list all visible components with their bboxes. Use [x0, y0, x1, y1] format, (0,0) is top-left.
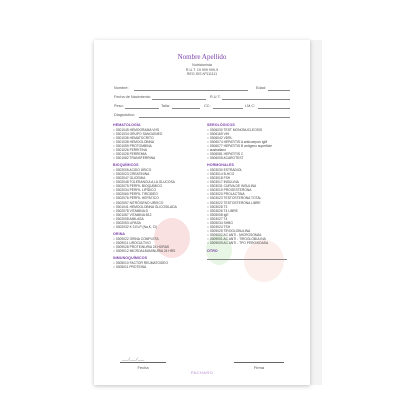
- signature-line[interactable]: [234, 362, 284, 363]
- diagnosis-label: Diagnóstico:: [114, 113, 135, 117]
- exam-checkbox-item[interactable]: □ 0303018 FSH: [207, 176, 307, 180]
- exam-checkbox-item[interactable]: □ 0306081 HEPATITIS C: [207, 152, 307, 156]
- exam-checkbox-item[interactable]: □ 0305010 FACTOR REUMATOIDEO: [113, 261, 213, 265]
- exam-checkbox-item[interactable]: □ 0303031 CURVA DE INSULINA: [207, 184, 307, 188]
- exam-checkbox-item[interactable]: □ 0306169 VIH: [207, 132, 307, 136]
- exam-checkbox-item[interactable]: □ 0302075 PERFIL BIOQUÍMICO: [113, 184, 213, 188]
- date-slashes[interactable]: ___/___/___: [122, 356, 145, 361]
- exam-checkbox-item[interactable]: □ 0302032 K 3 ELP (Na,K, Cl): [113, 225, 213, 229]
- name-field[interactable]: [134, 90, 248, 91]
- exam-checkbox-item[interactable]: □ 0303027 T4: [207, 217, 307, 221]
- rut-label: R.U.T:: [210, 95, 221, 99]
- exam-checkbox-item[interactable]: □ 0301026 FERRITINA: [113, 148, 213, 152]
- exam-checkbox-item[interactable]: □ 0302076 PERFIL HEPÁTICO: [113, 196, 213, 200]
- exam-checkbox-item[interactable]: □ 0302034 PERFIL LIPÍDICO: [113, 188, 213, 192]
- section-title: BIOQUÍMICOS: [113, 163, 139, 168]
- exam-checkbox-item[interactable]: □ 0301034 GRUPO SANGUÍNEO: [113, 132, 213, 136]
- exam-checkbox-item[interactable]: □ 0301087 VITAMINA B12: [113, 213, 213, 217]
- doctor-name: Nombre Apellido: [177, 53, 227, 61]
- profession: Nutricionista: [192, 63, 212, 67]
- exam-checkbox-item[interactable]: □ 0306077 HEPATITIS B antígeno superficie: [207, 144, 307, 148]
- signature-label: Firma: [253, 365, 265, 370]
- rut-number: R.U.T. 19 999 999-9: [185, 67, 219, 72]
- exam-checkbox-item[interactable]: □ 0302047 GLICEMIA: [113, 176, 213, 180]
- exam-checkbox-item[interactable]: □ 0302057 NITRÓGENO UREICO: [113, 201, 213, 205]
- exam-checkbox-item[interactable]: □ 0301059 PROTOMBINA: [113, 144, 213, 148]
- exam-checkbox-item[interactable]: □ 0303026 T4 LIBRE: [207, 209, 307, 213]
- date-label: Fecha: [137, 365, 149, 370]
- exam-checkbox-item[interactable]: □ 0309028 PROTEINURIA 24 HORAS: [113, 245, 213, 249]
- exam-checkbox-item[interactable]: □ 0309011 UROCULTIVO: [113, 241, 213, 245]
- exam-checkbox-item[interactable]: □ 0302005 ACIDO ÚRICO: [113, 168, 213, 172]
- brand-logo: PACHARO: [190, 370, 214, 375]
- exam-checkbox-item[interactable]: □ 0303019 PROGESTERONA: [207, 188, 307, 192]
- section-title: HORMONALES: [207, 163, 234, 168]
- exam-checkbox-item[interactable]: □ 0309002 AC ANTI - MICROSOMAL: [207, 233, 307, 237]
- weight-label: Peso:: [114, 104, 124, 108]
- registration-number: REG.SIS Nº111111: [186, 72, 218, 76]
- height-label: Talla:: [161, 104, 170, 108]
- exam-checkbox-item[interactable]: □ 0305034 SHBG: [207, 221, 307, 225]
- exam-checkbox-item[interactable]: □ 0306030 TEST MONONUCLEOSIS: [207, 128, 307, 132]
- exam-checkbox-item[interactable]: □ 0309025 TIROGLOBULINA: [207, 229, 307, 233]
- lab-order-sheet: [94, 40, 310, 385]
- imc-label: I.M.C:: [245, 104, 256, 108]
- diagnosis-field[interactable]: [139, 117, 290, 118]
- section-title: OTRO: [207, 248, 218, 253]
- height-field[interactable]: [172, 108, 200, 109]
- exam-checkbox-item[interactable]: □ 0303028 T3: [207, 205, 307, 209]
- exam-checkbox-item[interactable]: □ 0303017 INSULINA: [207, 180, 307, 184]
- exam-checkbox-item[interactable]: □ 0306074 HEPATITIS A anticuerpos IgM: [207, 140, 307, 144]
- exam-checkbox-item[interactable]: □ 0309012 MICROALBUMINURIA 24 HRS: [113, 249, 213, 253]
- other-field[interactable]: [207, 259, 287, 260]
- name-label: Nombre:: [114, 86, 129, 90]
- exam-checkbox-item[interactable]: □ 0302060 PERFIL TIROIDEO: [113, 192, 213, 196]
- birthdate-label: Fecha de Nacimiento:: [114, 95, 151, 99]
- exam-checkbox-item[interactable]: □ 0302078 VITAMINA D: [113, 209, 213, 213]
- exam-checkbox-item[interactable]: □ 0309001 AC ANTI - TIROGLOBULINA: [207, 237, 307, 241]
- exam-checkbox-item[interactable]: □ 0306042 VDRL: [207, 136, 307, 140]
- rut-field[interactable]: [222, 99, 290, 100]
- exam-checkbox-item[interactable]: □ 0302008 AMILASA: [113, 217, 213, 221]
- exam-checkbox-item[interactable]: □ 0301045 HEMOGRAMA VHS: [113, 128, 213, 132]
- right-column: [207, 120, 307, 260]
- section-title: HEMATOLOGÍA: [113, 123, 141, 127]
- age-field[interactable]: [268, 90, 290, 91]
- exam-checkbox-item[interactable]: □ 0305008 IgE: [207, 213, 307, 217]
- exam-checkbox-item[interactable]: □ australiano: [207, 148, 307, 152]
- exam-checkbox-item[interactable]: □ 0303022 TESTOSTERONA LIBRE: [207, 201, 307, 205]
- cc-label: CC:: [204, 104, 211, 108]
- section-title: SEROLÓGICOS: [207, 123, 235, 127]
- date-line: [120, 362, 166, 363]
- exam-checkbox-item[interactable]: □ 0302053 LIPASA: [113, 221, 213, 225]
- section-title: ORINA: [113, 232, 126, 237]
- birthdate-field[interactable]: [152, 99, 206, 100]
- exam-checkbox-item[interactable]: □ 0303030 ESTRADIOL: [207, 168, 307, 172]
- exam-checkbox-item[interactable]: □ 0303023 TESTOSTERONA TOTAL: [207, 196, 307, 200]
- exam-checkbox-item[interactable]: □ 0301028 FERREMIA: [113, 152, 213, 156]
- weight-field[interactable]: [125, 108, 159, 109]
- cc-field[interactable]: [213, 108, 243, 109]
- exam-checkbox-item[interactable]: □ 0309009 AC ANTI - TPO PEROXIDASA: [207, 241, 307, 245]
- exam-checkbox-item[interactable]: □ 0306005 ACAROTEST: [207, 156, 307, 160]
- exam-checkbox-item[interactable]: □ 0302048 TOLERANCIA A LA GLUCOSA: [113, 180, 213, 184]
- exam-checkbox-item[interactable]: □ 0303020 PROLACTINA: [207, 192, 307, 196]
- exam-checkbox-item[interactable]: □ 0301082 TRANSFERRINA: [113, 156, 213, 160]
- exam-checkbox-item[interactable]: □ 0305011 PROTEINA: [113, 265, 213, 269]
- imc-field[interactable]: [258, 108, 290, 109]
- age-label: Edad:: [256, 86, 266, 90]
- exam-checkbox-item[interactable]: □ 0301041 HEMOGLOBINA GLICOSILADA: [113, 205, 213, 209]
- exam-checkbox-item[interactable]: □ 0303014 B-HCG: [207, 172, 307, 176]
- exam-checkbox-item[interactable]: □ 0303024 TSH: [207, 225, 307, 229]
- section-title: INMUNOQUÍMICOS: [113, 256, 148, 261]
- exam-checkbox-item[interactable]: □ 0301038 HEMOGLOBINA: [113, 140, 213, 144]
- exam-checkbox-item[interactable]: □ 0302023 CREATININA: [113, 172, 213, 176]
- exam-checkbox-item[interactable]: □ 0301036 HEMATOCRITO: [113, 136, 213, 140]
- page-edge: [310, 40, 322, 385]
- left-column: [113, 120, 213, 269]
- exam-checkbox-item[interactable]: □ 0309022 ORINA COMPLETA: [113, 237, 213, 241]
